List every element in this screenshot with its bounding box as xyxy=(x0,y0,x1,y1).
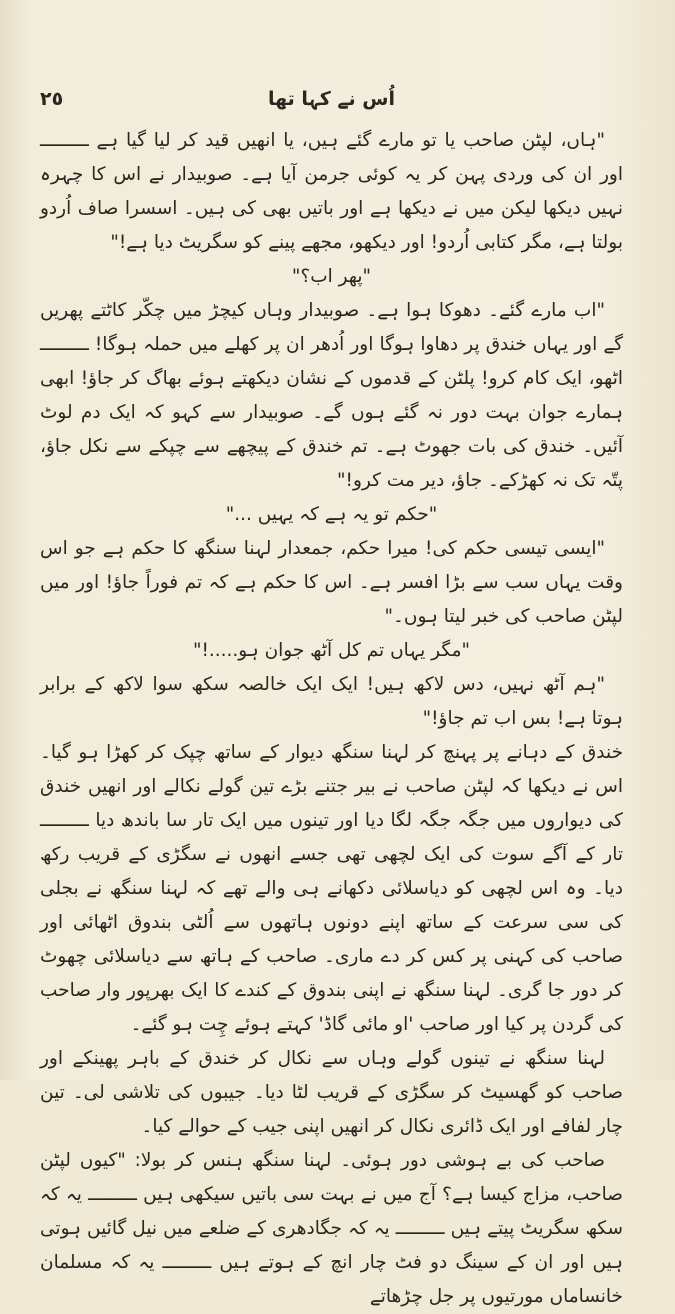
paragraph: "اب مارے گئے۔ دھوکا ہوا ہے۔ صوبیدار وہاں کیچڑ میں چکّر کاٹتے پھریں گے اور یہاں خندق پر دھاوا ہوگا اور اُدھر ان پر کھلے میں حملہ ہوگا! ـــــــــ اٹھو، ایک کام کرو! پلٹن کے قدموں کے نشان دیکھتے ہوئے بھاگ کر جاؤ! ابھی ہمارے جوان بہت دور نہ گئے ہوں گے۔ صوبیدار سے کہو کہ ایک دم لوٹ آئیں۔ خندق کی بات جھوٹ ہے۔ تم خندق کے پیچھے سے چپکے سے نکل جاؤ، پتّہ تک نہ کھڑکے۔ جاؤ، دیر مت کرو!" xyxy=(40,300,623,491)
paragraph: لہنا سنگھ نے تینوں گولے وہاں سے نکال کر خندق کے باہر پھینکے اور صاحب کو گھسیٹ کر سگڑی کے قریب لٹا دیا۔ جیبوں کی تلاشی لی۔ تین چار لفافے اور ایک ڈائری نکال کر انھیں اپنی جیب کے حوالے کیا۔ xyxy=(40,1048,623,1137)
page-header xyxy=(40,88,623,118)
body-text xyxy=(40,124,623,1314)
paragraph: "ہم آٹھ نہیں، دس لاکھ ہیں! ایک ایک خالصہ سکھ سوا لاکھ کے برابر ہوتا ہے! بس اب تم جاؤ!" xyxy=(40,674,623,729)
paragraph: خندق کے دہانے پر پہنچ کر لہنا سنگھ دیوار کے ساتھ چپک کر کھڑا ہو گیا۔ اس نے دیکھا کہ لپٹن صاحب نے بیر جتنے بڑے تین گولے نکالے اور انھیں خندق کی دیواروں میں جگہ جگہ لگا دیا اور تینوں میں ایک تار سا باندھ دیا ـــــــــ تار کے آگے سوت کی ایک لچھی تھی جسے انھوں نے سگڑی کے قریب رکھ دیا۔ وہ اس لچھی کو دیاسلائی دکھانے ہی والے تھے کہ لہنا سنگھ نے بجلی کی سی سرعت کے ساتھ اپنے دونوں ہاتھوں سے اُلٹی بندوق اٹھائی اور صاحب کی کہنی پر کس کر دے ماری۔ صاحب کے ہاتھ سے دیاسلائی چھوٹ کر دور جا گری۔ لہنا سنگھ نے اپنی بندوق کے کندے کا ایک بھرپور وار صاحب کی گردن پر کیا اور صاحب 'او مائی گاڈ' کہتے ہوئے چِت ہو گئے۔ xyxy=(40,742,623,1035)
page-number: ٢٥ xyxy=(40,88,64,110)
paragraph: "مگر یہاں تم کل آٹھ جوان ہو.....!" xyxy=(192,640,471,661)
paragraph: "حکم تو یہ ہے کہ یہیں ..." xyxy=(225,504,438,525)
paragraph: "ایسی تیسی حکم کی! میرا حکم، جمعدار لہنا سنگھ کا حکم ہے جو اس وقت یہاں سب سے بڑا افسر ہے۔ اس کا حکم ہے کہ تم فوراً جاؤ! اور میں لپٹن صاحب کی خبر لیتا ہوں۔" xyxy=(40,538,623,627)
paragraph: "ہاں، لپٹن صاحب یا تو مارے گئے ہیں، یا انھیں قید کر لیا گیا ہے ـــــــــ اور ان کی وردی پہن کر یہ کوئی جرمن آیا ہے۔ صوبیدار نے اس کا چہرہ نہیں دیکھا لیکن میں نے دیکھا ہے اور باتیں بھی کی ہیں۔ اسسرا صاف اُردو بولتا ہے، مگر کتابی اُردو! اور دیکھو، مجھے پینے کو سگریٹ دیا ہے!" xyxy=(40,130,623,253)
paragraph: صاحب کی بے ہوشی دور ہوئی۔ لہنا سنگھ ہنس کر بولا: "کیوں لپٹن صاحب، مزاج کیسا ہے؟ آج میں نے بہت سی باتیں سیکھی ہیں ـــــــــ یہ کہ سکھ سگریٹ پیتے ہیں ـــــــــ یہ کہ جگادھری کے ضلعے میں نیل گائیں ہوتی ہیں اور ان کے سینگ دو فٹ چار انچ کے ہوتے ہیں ـــــــــ یہ کہ مسلمان خانساماں مورتیوں پر جل چڑھاتے xyxy=(40,1150,623,1307)
running-title: اُس نے کہا تھا xyxy=(268,88,395,110)
paragraph: "پھر اب؟" xyxy=(291,266,372,287)
